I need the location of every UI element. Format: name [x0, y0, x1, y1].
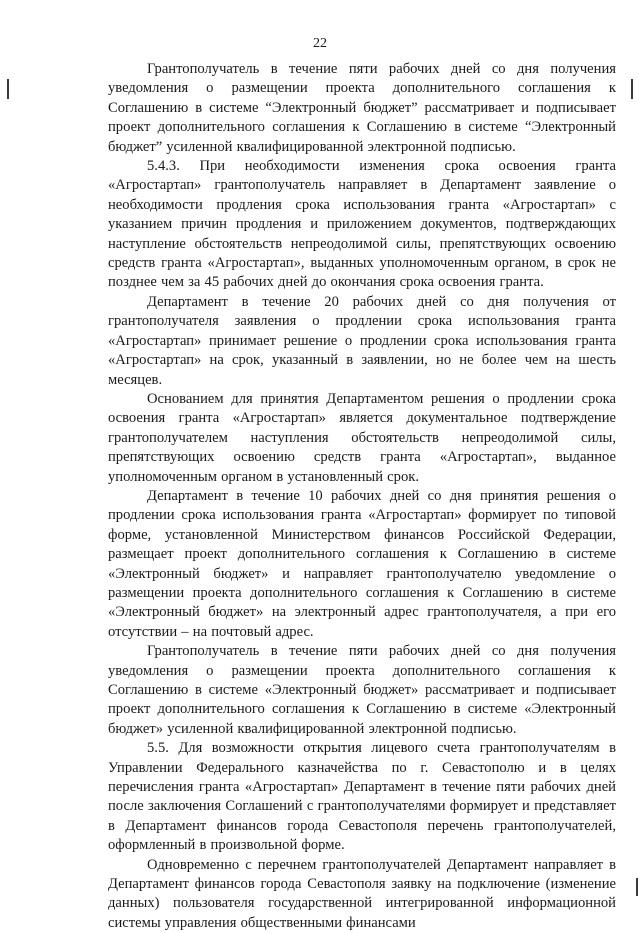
document-body [108, 60, 616, 933]
paragraph-department-agreement: Департамент в течение 10 рабочих дней со дня принятия решения о продлении срока использования гранта «Агростартап» формирует по типовой форме, установленной Министерством финансов Российской Федерации, размещает проект дополнительного соглашения к Соглашению в системе «Электронный бюджет» и направляет грантополучателю уведомление о размещении проекта дополнительного соглашения к Соглашению в системе «Электронный бюджет» на электронный адрес грантополучателя, а при его отсутствии – на почтовый адрес. [108, 487, 616, 640]
paragraph-recipient-review-2: Грантополучатель в течение пяти рабочих дней со дня получения уведомления о размещении проекта дополнительного соглашения к Соглашению в системе «Электронный бюджет» рассматривает и подписывает проект дополнительного соглашения к Соглашению в системе «Электронный бюджет» усиленной квалифицированной электронной подписью. [108, 643, 616, 737]
paragraph-decision-basis: Основанием для принятия Департаментом решения о продлении срока освоения гранта «Агростартап» является документальное подтверждение грантополучателем наступления обстоятельств непреодолимой силы, препятствующих освоению средств гранта «Агростартап», выданное уполномоченным органом в установленный срок. [108, 390, 616, 485]
paragraph-simultaneous-request: Одновременно с перечнем грантополучателей Департамент направляет в Департамент финансов города Севастополя заявку на подключение (изменение данных) пользователя государственной интегрированной информационной системы управления общественными финансами [108, 856, 616, 931]
scan-edge-mark-right-bottom [636, 878, 638, 896]
paragraph-recipient-review-1: Грантополучатель в течение пяти рабочих дней со дня получения уведомления о размещении проекта дополнительного соглашения к Соглашению в системе “Электронный бюджет” рассматривает и подписывает проект дополнительного соглашения к Соглашению в системе “Электронный бюджет” усиленной квалифицированной электронной подписью. [108, 61, 616, 155]
page-number: 22 [313, 36, 327, 51]
paragraph-department-decision: Департамент в течение 20 рабочих дней со дня получения от грантополучателя заявления о продлении срока использования гранта «Агростартап» принимает решение о продлении срока использования гранта «Агростартап» на срок, указанный в заявлении, но не более чем на шесть месяцев. [108, 293, 616, 388]
scan-edge-mark-right [631, 79, 633, 99]
scan-edge-mark-left [7, 79, 9, 99]
paragraph-5-5: 5.5. Для возможности открытия лицевого счета грантополучателям в Управлении Федерального казначейства по г. Севастополю и в целях перечисления гранта «Агростартап» Департамент в течение пяти рабочих дней после заключения Соглашений с грантополучателями формирует и представляет в Департамент финансов города Севастополя перечень грантополучателей, оформленный в произвольной форме. [108, 740, 616, 854]
paragraph-5-4-3: 5.4.3. При необходимости изменения срока освоения гранта «Агростартап» грантополучатель направляет в Департамент заявление о необходимости продления срока использования гранта «Агростартап» с указанием причин продления и приложением документов, подтверждающих наступление обстоятельств непреодолимой силы, препятствующих освоению средств гранта «Агростартап», выданных уполномоченным органом, в срок не позднее чем за 45 рабочих дней до окончания срока освоения гранта. [108, 158, 616, 291]
